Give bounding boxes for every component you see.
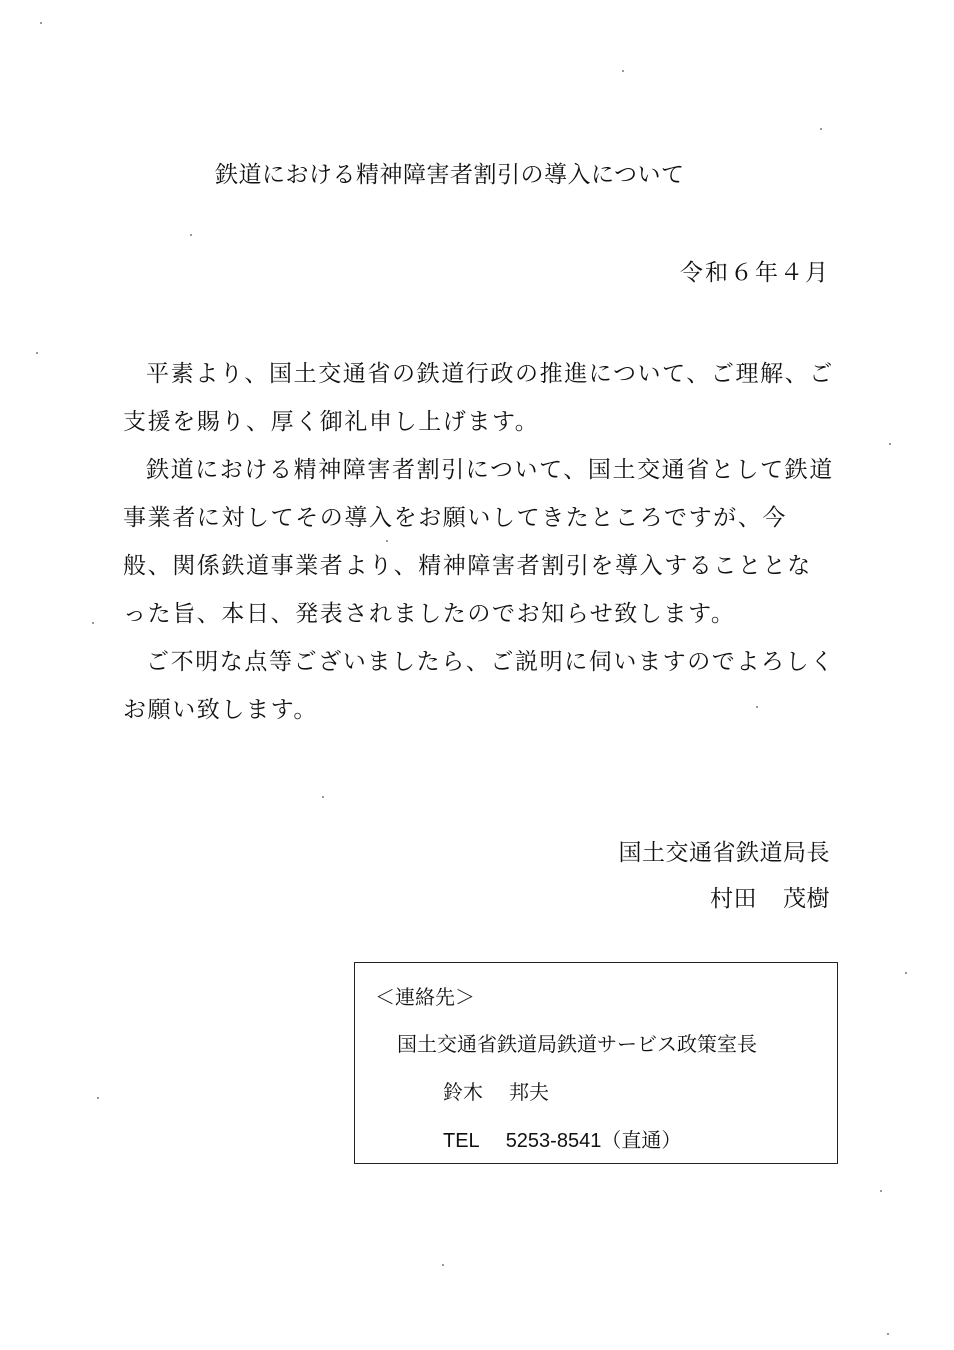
- scan-speck: [190, 234, 192, 236]
- paragraph-announcement: 鉄道における精神障害者割引について、国土交通省として鉄道事業者に対してその導入をお願いしてきたところですが、今般、関係鉄道事業者より、精神障害者割引を導入することとなった旨、本日、発表されましたのでお知らせ致します。: [123, 457, 834, 627]
- contact-office: 国土交通省鉄道局鉄道サービス政策室長: [397, 1032, 757, 1056]
- signature-given-name: 茂樹: [783, 886, 830, 912]
- document-title: 鉄道における精神障害者割引の導入について: [215, 162, 685, 188]
- scan-speck: [40, 22, 42, 24]
- contact-family-name: 鈴木: [443, 1080, 483, 1104]
- contact-person: [443, 1076, 549, 1105]
- contact-tel-number: 5253-8541（直通）: [505, 1130, 682, 1152]
- contact-tel-label: TEL: [443, 1130, 480, 1152]
- document-body: [123, 350, 835, 734]
- contact-box: [354, 962, 838, 1164]
- scan-speck: [880, 1190, 882, 1192]
- scan-speck: [756, 706, 758, 708]
- contact-telephone: [443, 1124, 681, 1153]
- scan-speck: [92, 622, 94, 624]
- scan-speck: [442, 1264, 444, 1266]
- scan-speck: [622, 70, 624, 72]
- paragraph-greeting: 平素より、国土交通省の鉄道行政の推進について、ご理解、ご支援を賜り、厚く御礼申し上げます。: [123, 361, 834, 435]
- signature-block: [619, 830, 831, 922]
- scan-speck: [36, 352, 38, 354]
- scan-speck: [820, 128, 822, 130]
- signature-family-name: 村田: [710, 886, 757, 912]
- scan-speck: [97, 1097, 99, 1099]
- signature-organization: 国土交通省鉄道局長: [618, 840, 830, 866]
- signature-name: [619, 876, 831, 922]
- scan-speck: [386, 540, 388, 542]
- paragraph-closing: ご不明な点等ございましたら、ご説明に伺いますのでよろしくお願い致します。: [123, 649, 835, 723]
- scan-speck: [905, 972, 907, 974]
- contact-given-name: 邦夫: [509, 1080, 549, 1104]
- contact-heading: ＜連絡先＞: [375, 985, 475, 1009]
- scan-speck: [889, 443, 891, 445]
- document-date: 令和６年４月: [680, 260, 830, 286]
- scan-speck: [887, 1333, 889, 1335]
- scan-speck: [322, 796, 324, 798]
